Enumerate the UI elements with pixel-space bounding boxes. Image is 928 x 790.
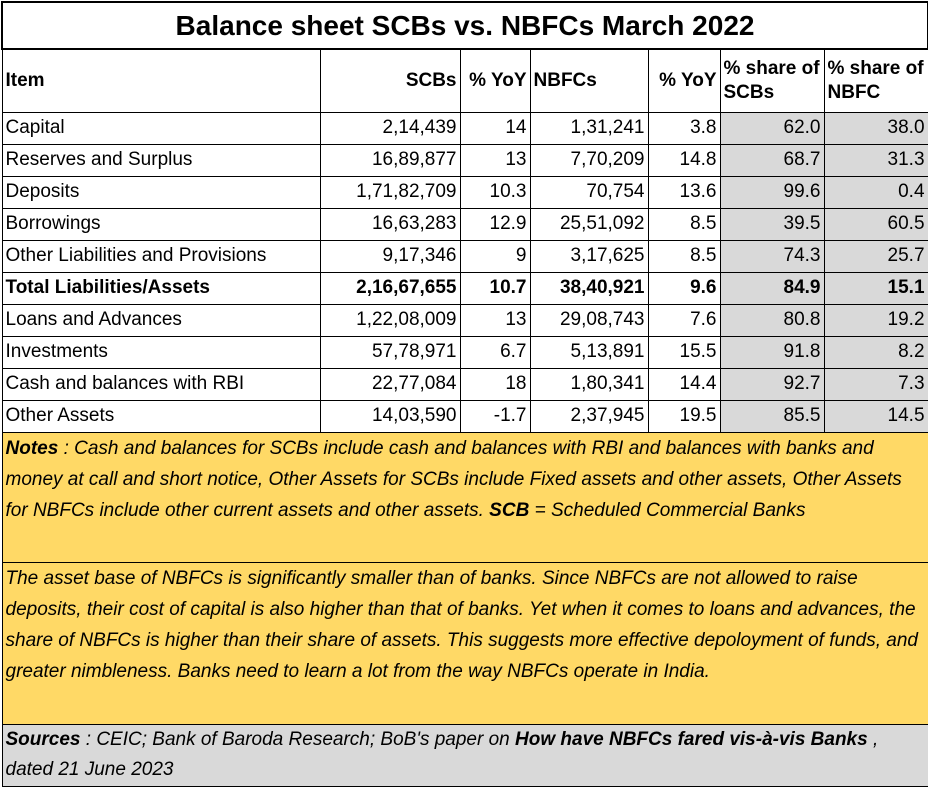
cell-share-nbfc: 15.1 [824, 272, 928, 304]
cell-nbfcs-yoy: 7.6 [648, 304, 720, 336]
cell-scbs: 9,17,346 [320, 240, 460, 272]
cell-share-nbfc: 60.5 [824, 208, 928, 240]
cell-share-scbs: 62.0 [720, 112, 824, 144]
cell-scbs: 1,22,08,009 [320, 304, 460, 336]
cell-scbs-yoy: 10.7 [460, 272, 530, 304]
table-row [2, 176, 928, 208]
sources-text-2: , dated 21 June 2023 [5, 728, 879, 780]
cell-share-scbs: 91.8 [720, 336, 824, 368]
cell-nbfcs: 29,08,743 [530, 304, 648, 336]
header-share-nbfc: % share of NBFC [824, 49, 928, 112]
cell-item: Reserves and Surplus [2, 144, 320, 176]
summary-cell: The asset base of NBFCs is significantly smaller than of banks. Since NBFCs are not allowed to raise deposits, their cost of capital is also higher than that of banks. Yet when it comes to loans and advances, the share of NBFCs is higher than their share of assets. This suggests more effective depoloyment of funds, and greater nimbleness. Banks need to learn a lot from the way NBFCs operate in India. [2, 562, 928, 724]
cell-share-nbfc: 14.5 [824, 400, 928, 432]
cell-nbfcs: 70,754 [530, 176, 648, 208]
cell-nbfcs: 25,51,092 [530, 208, 648, 240]
cell-share-nbfc: 31.3 [824, 144, 928, 176]
cell-share-nbfc: 25.7 [824, 240, 928, 272]
cell-scbs: 14,03,590 [320, 400, 460, 432]
cell-share-scbs: 84.9 [720, 272, 824, 304]
cell-share-scbs: 92.7 [720, 368, 824, 400]
cell-share-scbs: 99.6 [720, 176, 824, 208]
cell-nbfcs-yoy: 8.5 [648, 240, 720, 272]
table-row [2, 304, 928, 336]
cell-scbs-yoy: 14 [460, 112, 530, 144]
notes-label: Notes [5, 437, 59, 459]
cell-share-nbfc: 19.2 [824, 304, 928, 336]
sources-text-1: : CEIC; Bank of Baroda Research; BoB's paper on [80, 728, 516, 750]
cell-nbfcs: 7,70,209 [530, 144, 648, 176]
cell-share-scbs: 39.5 [720, 208, 824, 240]
header-nbfcs: NBFCs [530, 49, 648, 112]
cell-scbs-yoy: 13 [460, 144, 530, 176]
cell-nbfcs: 3,17,625 [530, 240, 648, 272]
cell-share-scbs: 74.3 [720, 240, 824, 272]
table-row [2, 336, 928, 368]
cell-share-scbs: 85.5 [720, 400, 824, 432]
cell-scbs: 2,16,67,655 [320, 272, 460, 304]
sources-label: Sources [5, 728, 81, 750]
cell-scbs-yoy: -1.7 [460, 400, 530, 432]
table-row [2, 208, 928, 240]
cell-scbs-yoy: 12.9 [460, 208, 530, 240]
cell-nbfcs: 1,31,241 [530, 112, 648, 144]
cell-nbfcs-yoy: 19.5 [648, 400, 720, 432]
table-row [2, 144, 928, 176]
cell-item: Loans and Advances [2, 304, 320, 336]
cell-scbs: 2,14,439 [320, 112, 460, 144]
header-share-scbs: % share of SCBs [720, 49, 824, 112]
cell-item: Investments [2, 336, 320, 368]
cell-share-scbs: 68.7 [720, 144, 824, 176]
header-nbfcs-yoy: % YoY [648, 49, 720, 112]
notes-text-1: : Cash and balances for SCBs include cash and balances with RBI and balances with banks and money at call and short notice, Other Assets for SCBs include Fixed assets and other assets, Other Assets for NBFCs include other current assets and other assets. [5, 437, 902, 521]
cell-scbs: 57,78,971 [320, 336, 460, 368]
cell-nbfcs-yoy: 9.6 [648, 272, 720, 304]
cell-nbfcs-yoy: 14.8 [648, 144, 720, 176]
cell-scbs: 1,71,82,709 [320, 176, 460, 208]
cell-nbfcs-yoy: 8.5 [648, 208, 720, 240]
cell-nbfcs: 38,40,921 [530, 272, 648, 304]
header-scbs: SCBs [320, 49, 460, 112]
cell-nbfcs-yoy: 13.6 [648, 176, 720, 208]
cell-nbfcs: 5,13,891 [530, 336, 648, 368]
notes-scb-label: SCB [489, 499, 530, 521]
cell-scbs-yoy: 9 [460, 240, 530, 272]
cell-item: Total Liabilities/Assets [2, 272, 320, 304]
cell-item: Other Liabilities and Provisions [2, 240, 320, 272]
table-row [2, 368, 928, 400]
cell-share-nbfc: 0.4 [824, 176, 928, 208]
cell-item: Other Assets [2, 400, 320, 432]
cell-item: Cash and balances with RBI [2, 368, 320, 400]
cell-item: Deposits [2, 176, 320, 208]
cell-item: Capital [2, 112, 320, 144]
table-row [2, 272, 928, 304]
header-scbs-yoy: % YoY [460, 49, 530, 112]
table-row [2, 400, 928, 432]
cell-nbfcs: 2,37,945 [530, 400, 648, 432]
header-row [2, 49, 928, 112]
balance-sheet-table [1, 1, 928, 787]
notes-cell [2, 432, 928, 562]
cell-scbs-yoy: 18 [460, 368, 530, 400]
cell-scbs: 22,77,084 [320, 368, 460, 400]
cell-nbfcs-yoy: 14.4 [648, 368, 720, 400]
cell-scbs-yoy: 10.3 [460, 176, 530, 208]
cell-scbs: 16,89,877 [320, 144, 460, 176]
cell-nbfcs-yoy: 15.5 [648, 336, 720, 368]
cell-nbfcs: 1,80,341 [530, 368, 648, 400]
cell-share-nbfc: 7.3 [824, 368, 928, 400]
cell-scbs: 16,63,283 [320, 208, 460, 240]
sources-cell [2, 724, 928, 786]
cell-scbs-yoy: 6.7 [460, 336, 530, 368]
header-item: Item [2, 49, 320, 112]
table-row [2, 112, 928, 144]
cell-scbs-yoy: 13 [460, 304, 530, 336]
cell-share-nbfc: 8.2 [824, 336, 928, 368]
sources-paper-title: How have NBFCs fared vis-à-vis Banks [515, 728, 868, 750]
cell-share-nbfc: 38.0 [824, 112, 928, 144]
cell-item: Borrowings [2, 208, 320, 240]
cell-nbfcs-yoy: 3.8 [648, 112, 720, 144]
table-row [2, 240, 928, 272]
cell-share-scbs: 80.8 [720, 304, 824, 336]
notes-text-2: = Scheduled Commercial Banks [529, 499, 806, 521]
table-title: Balance sheet SCBs vs. NBFCs March 2022 [2, 2, 928, 49]
